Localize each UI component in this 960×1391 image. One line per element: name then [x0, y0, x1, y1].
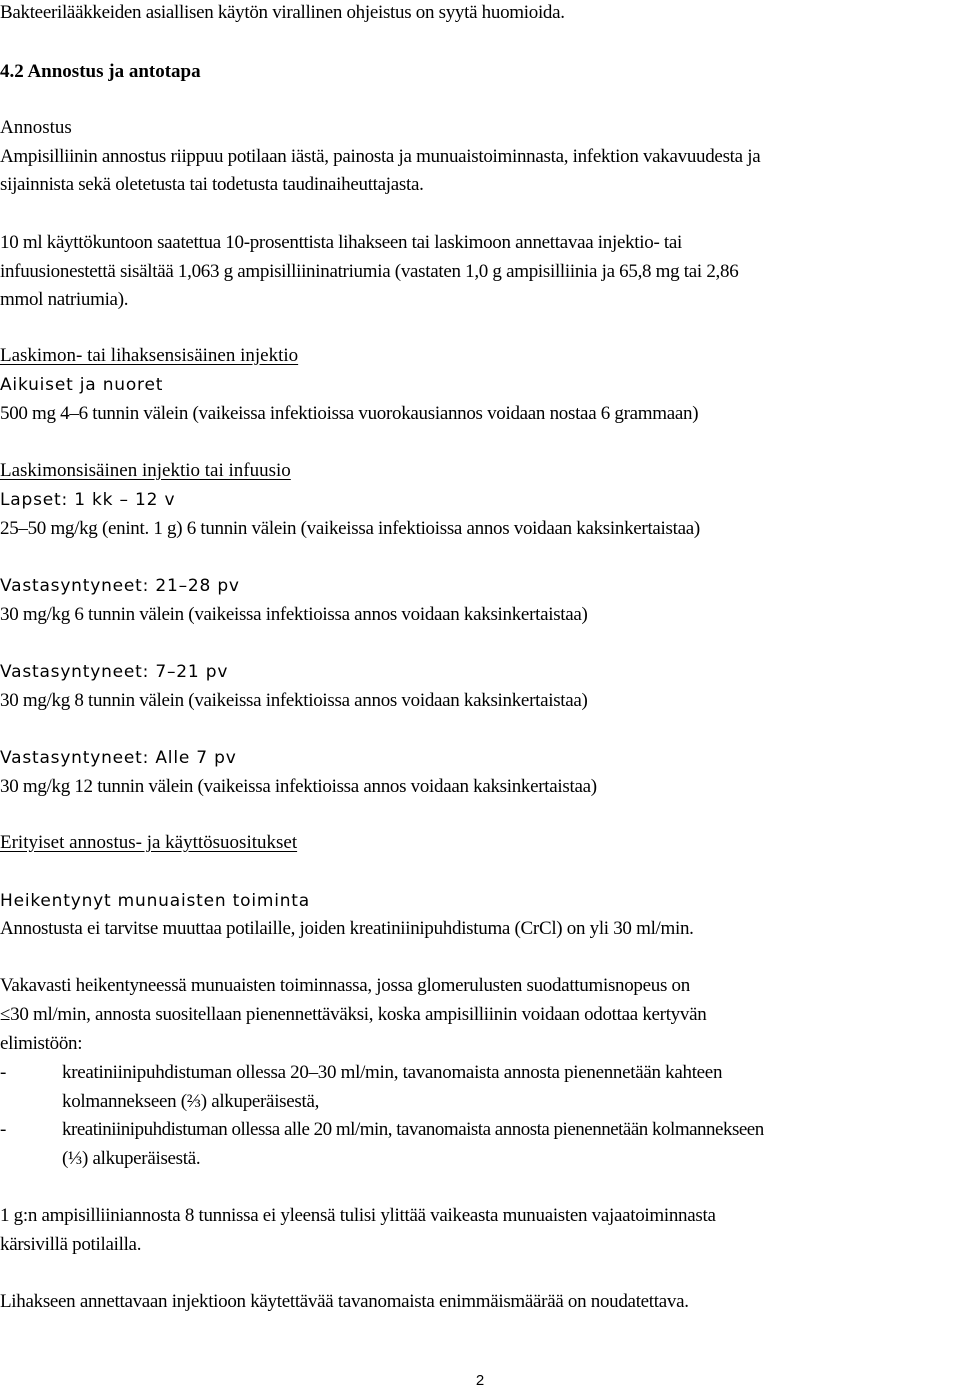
- adults-label: Aikuiset ja nuoret: [0, 375, 164, 395]
- iv-infusion-title: Laskimonsisäinen injektio tai infuusio: [0, 460, 291, 481]
- renal-paragraph-3-line-2: kärsivillä potilailla.: [0, 1234, 142, 1255]
- im-iv-injection-title: Laskimon- tai lihaksensisäinen injektio: [0, 345, 299, 366]
- intro-text: Bakteerilääkkeiden asiallisen käytön virallinen ohjeistus on syytä huomioida.: [0, 2, 565, 23]
- list-dash: -: [0, 1062, 7, 1083]
- list-item-2-line-1: kreatiniinipuhdistuman ollessa alle 20 ml/min, tavanomaista annosta pienennetään kolmannekseen: [62, 1119, 764, 1140]
- renal-paragraph-2-line-3: elimistöön:: [0, 1033, 83, 1054]
- renal-paragraph-2-line-2: ≤30 ml/min, annosta suositellaan pienennettäväksi, koska ampisilliinin voidaan odottaa kertyvän: [0, 1004, 707, 1025]
- annostus-paragraph-line-1: Ampisilliinin annostus riippuu potilaan iästä, painosta ja munuaistoiminnasta, infektion vakavuudesta ja: [0, 146, 761, 167]
- neonates-7-21-dose: 30 mg/kg 8 tunnin välein (vaikeissa infektioissa annos voidaan kaksinkertaistaa): [0, 690, 588, 711]
- special-recommendations-title: Erityiset annostus- ja käyttösuositukset: [0, 832, 298, 853]
- list-dash: -: [0, 1119, 7, 1140]
- renal-paragraph-2-line-1: Vakavasti heikentyneessä munuaisten toiminnassa, jossa glomerulusten suodattumisnopeus on: [0, 975, 690, 996]
- children-dose: 25–50 mg/kg (enint. 1 g) 6 tunnin välein (vaikeissa infektioissa annos voidaan kaksinkertaistaa): [0, 518, 700, 539]
- list-item: [0, 1059, 960, 1117]
- page-number: 2: [475, 1372, 485, 1389]
- list-item: [0, 1116, 960, 1174]
- renal-paragraph-1: Annostusta ei tarvitse muuttaa potilaille, joiden kreatiniinipuhdistuma (CrCl) on yli 30 ml/min.: [0, 918, 694, 939]
- renal-impairment-label: Heikentynyt munuaisten toiminta: [0, 891, 310, 911]
- neonates-21-28-label: Vastasyntyneet: 21–28 pv: [0, 576, 240, 596]
- neonates-under-7-label: Vastasyntyneet: Alle 7 pv: [0, 748, 237, 768]
- neonates-under-7-dose: 30 mg/kg 12 tunnin välein (vaikeissa infektioissa annos voidaan kaksinkertaistaa): [0, 776, 597, 797]
- final-paragraph: Lihakseen annettavaan injektioon käytettävää tavanomaista enimmäismäärää on noudatettava.: [0, 1291, 689, 1312]
- section-heading: 4.2 Annostus ja antotapa: [0, 61, 201, 82]
- annostus-paragraph-line-2: sijainnista sekä oletetusta tai todetusta taudinaiheuttajasta.: [0, 174, 424, 195]
- neonates-7-21-label: Vastasyntyneet: 7–21 pv: [0, 662, 229, 682]
- annostus-title: Annostus: [0, 117, 72, 138]
- adults-dose: 500 mg 4–6 tunnin välein (vaikeissa infektioissa vuorokausiannos voidaan nostaa 6 grammaan): [0, 403, 699, 424]
- renal-paragraph-3-line-1: 1 g:n ampisilliiniannosta 8 tunnissa ei yleensä tulisi ylittää vaikeasta munuaisten vajaatoiminnasta: [0, 1205, 716, 1226]
- neonates-21-28-dose: 30 mg/kg 6 tunnin välein (vaikeissa infektioissa annos voidaan kaksinkertaistaa): [0, 604, 588, 625]
- composition-paragraph-line-1: 10 ml käyttökuntoon saatettua 10-prosenttista lihakseen tai laskimoon annettavaa injektio- tai: [0, 232, 683, 253]
- list-item-1-line-1: kreatiniinipuhdistuman ollessa 20–30 ml/min, tavanomaista annosta pienennetään kahteen: [62, 1062, 723, 1083]
- list-item-1-line-2: kolmannekseen (⅔) alkuperäisestä,: [62, 1091, 320, 1112]
- list-item-2-line-2: (⅓) alkuperäisestä.: [62, 1148, 201, 1169]
- composition-paragraph-line-3: mmol natriumia).: [0, 289, 129, 310]
- children-label: Lapset: 1 kk – 12 v: [0, 490, 176, 510]
- composition-paragraph-line-2: infuusionestettä sisältää 1,063 g ampisilliininatriumia (vastaten 1,0 g ampisilliinia ja 65,8 mg tai 2,86: [0, 261, 739, 282]
